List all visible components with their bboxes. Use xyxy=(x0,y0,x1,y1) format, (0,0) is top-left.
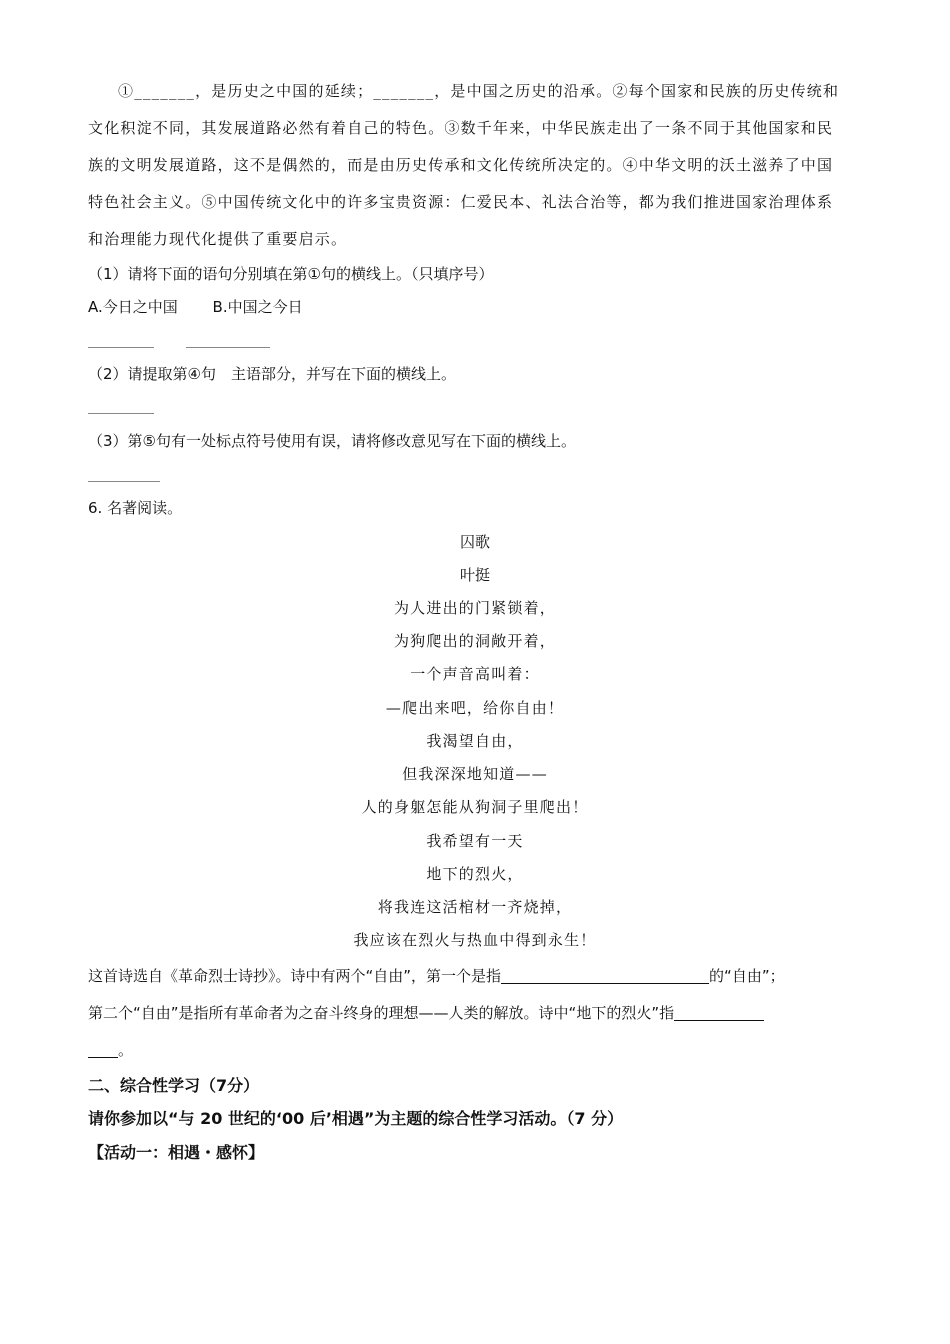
poem-line: 一个声音高叫着： xyxy=(410,665,540,683)
poem-line: 为人进出的门紧锁着， xyxy=(393,599,556,617)
answer-blank-freedom[interactable] xyxy=(501,967,709,984)
poem-question-line-2-text: 第二个“自由”是指所有革命者为之奋斗终身的理想——人类的解放。诗中“地下的烈火”指 xyxy=(88,1004,675,1022)
poem-question-part-2: 的“自由”； xyxy=(709,967,785,985)
section-6-heading: 6. 名著阅读。 xyxy=(88,499,183,517)
poem-line: 我希望有一天 xyxy=(426,832,524,850)
answer-blank-1a[interactable] xyxy=(88,347,154,348)
poem-line: —爬出来吧，给你自由！ xyxy=(385,699,565,717)
passage-line-2: 文化积淀不同，其发展道路必然有着自己的特色。③数千年来，中华民族走出了一条不同于其他国家和民 xyxy=(88,119,834,137)
poem-question-line-2 xyxy=(88,1002,764,1024)
answer-blank-3[interactable] xyxy=(88,481,160,482)
poem-question-end: 。 xyxy=(118,1041,134,1059)
poem-question-line-1 xyxy=(88,965,785,987)
poem-title: 囚歌 xyxy=(459,533,490,551)
section-2-intro: 请你参加以“与 20 世纪的‘00 后’相遇”为主题的综合性学习活动。（7 分） xyxy=(88,1109,624,1128)
question-1: （1）请将下面的语句分别填在第①句的横线上。（只填序号） xyxy=(88,265,494,283)
poem-line: 为狗爬出的洞敞开着， xyxy=(393,632,556,650)
poem-line: 我应该在烈火与热血中得到永生！ xyxy=(353,931,597,949)
poem-line: 人的身躯怎能从狗洞子里爬出！ xyxy=(361,798,589,816)
poem-line: 地下的烈火， xyxy=(426,865,524,883)
poem-question-part-1: 这首诗选自《革命烈士诗抄》。诗中有两个“自由”，第一个是指 xyxy=(88,967,502,985)
question-3: （3）第⑤句有一处标点符号使用有误，请将修改意见写在下面的横线上。 xyxy=(88,432,576,450)
passage-line-3: 族的文明发展道路，这不是偶然的，而是由历史传承和文化传统所决定的。④中华文明的沃土滋养了中国 xyxy=(88,156,834,174)
poem-line: 将我连这活棺材一齐烧掉， xyxy=(377,898,573,916)
question-2: （2）请提取第④句 主语部分，并写在下面的横线上。 xyxy=(88,365,456,383)
section-2-heading: 二、综合性学习（7分） xyxy=(88,1076,260,1095)
question-1-options: A.今日之中国 B.中国之今日 xyxy=(88,298,303,316)
poem-question-line-3 xyxy=(88,1039,133,1061)
passage-line-5: 和治理能力现代化提供了重要启示。 xyxy=(88,230,348,248)
passage-line-4: 特色社会主义。⑤中国传统文化中的许多宝贵资源：仁爱民本、礼法合治等，都为我们推进国家治理体系 xyxy=(88,193,834,211)
answer-blank-fire-cont[interactable] xyxy=(88,1041,118,1058)
poem-author: 叶挺 xyxy=(459,566,490,584)
answer-blank-1b[interactable] xyxy=(186,347,270,348)
answer-blank-fire[interactable] xyxy=(674,1004,764,1021)
poem-line: 但我深深地知道—— xyxy=(402,765,548,783)
answer-blank-2[interactable] xyxy=(88,413,154,414)
activity-1-heading: 【活动一：相遇・感怀】 xyxy=(88,1143,265,1162)
passage-line-1: ①_______，是历史之中国的延续；_______，是中国之历史的沿承。②每个国家和民族的历史传统和 xyxy=(118,82,840,100)
poem-line: 我渴望自由， xyxy=(426,732,524,750)
